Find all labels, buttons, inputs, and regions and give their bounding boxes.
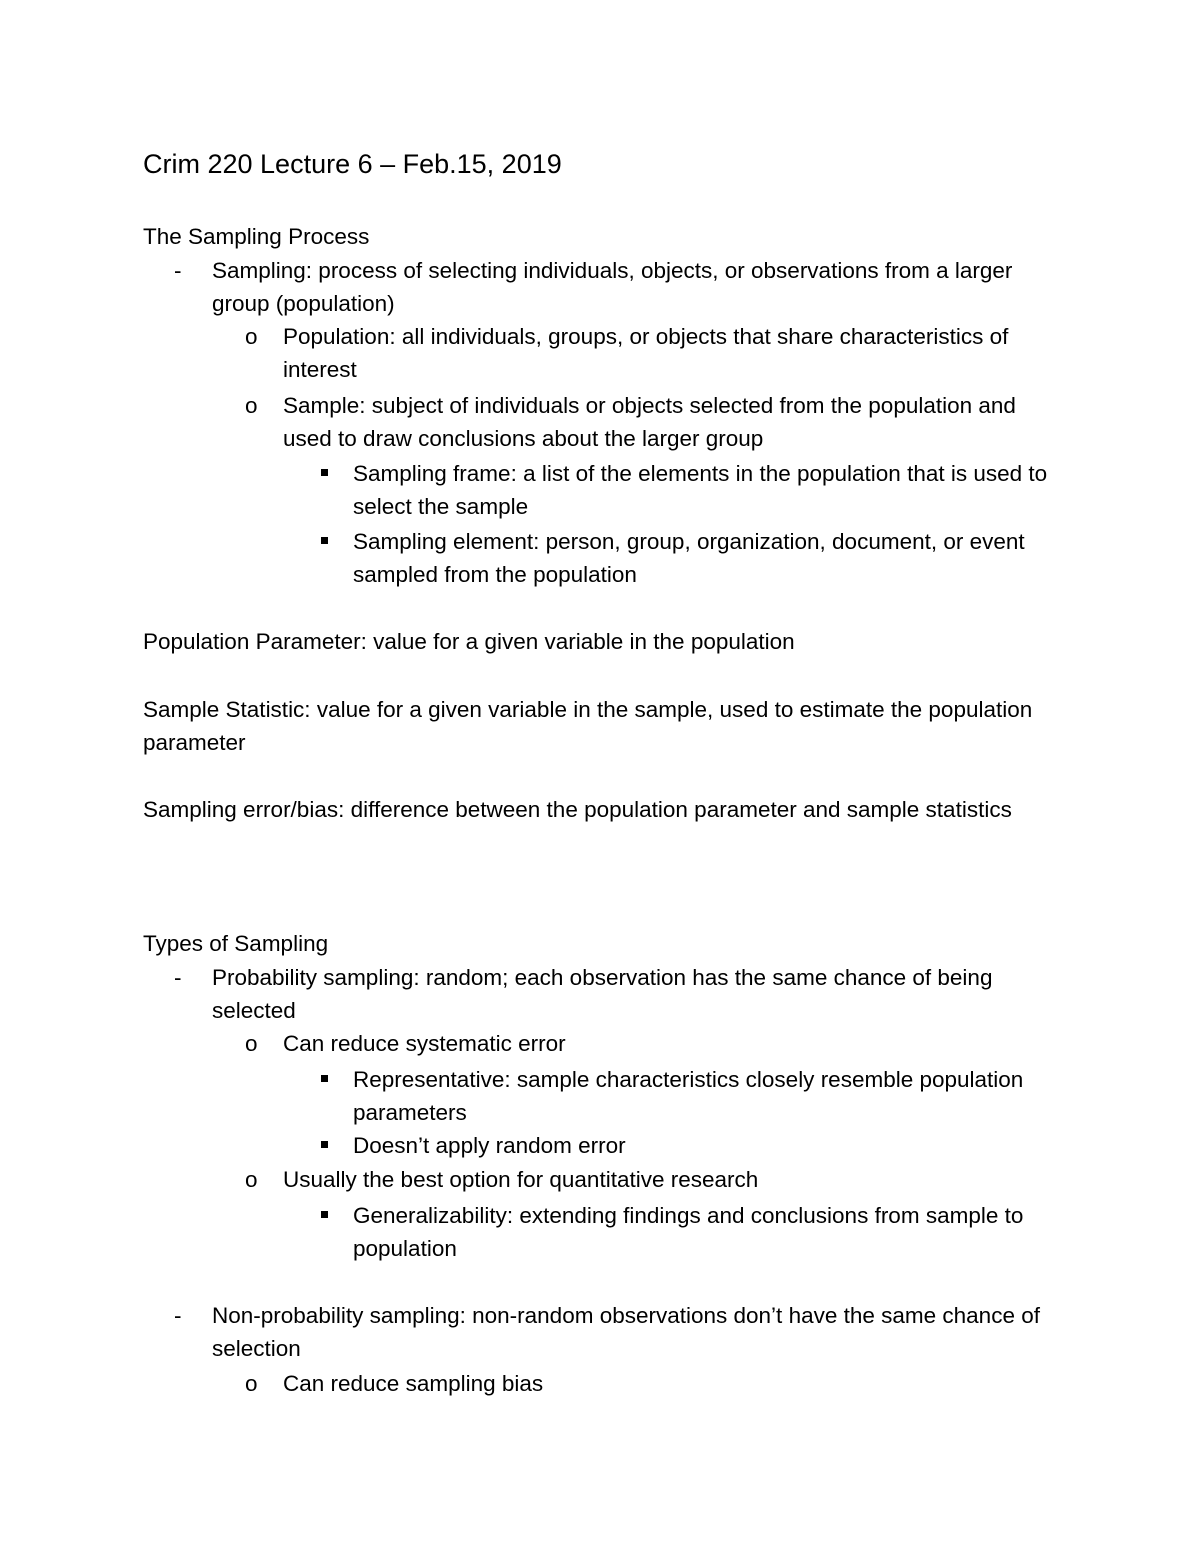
section-heading-sampling-process: The Sampling Process [143, 224, 370, 249]
definition-population-parameter: Population Parameter: value for a given variable in the population [143, 629, 795, 654]
list-item-sample: Sample: subject of individuals or objects selected from the population and used to draw conclusions about the larger group [283, 393, 1016, 451]
dash-bullet: - [174, 965, 182, 990]
section-heading-types-of-sampling: Types of Sampling [143, 931, 329, 956]
definition-sample-statistic: Sample Statistic: value for a given variable in the sample, used to estimate the population parameter [143, 697, 1033, 755]
list-item-sampling-element: Sampling element: person, group, organization, document, or event sampled from the population [353, 529, 1025, 587]
list-item-representative: Representative: sample characteristics closely resemble population parameters [353, 1067, 1024, 1125]
square-bullet-icon [321, 1141, 328, 1148]
definition-sampling-error: Sampling error/bias: difference between the population parameter and sample statistics [143, 797, 1012, 822]
list-item-population: Population: all individuals, groups, or objects that share characteristics of interest [283, 324, 1009, 382]
list-item-sampling: Sampling: process of selecting individuals, objects, or observations from a larger group (population) [212, 258, 1013, 316]
dash-bullet: - [174, 258, 182, 283]
circle-bullet: o [245, 324, 258, 349]
circle-bullet: o [245, 1167, 258, 1192]
list-item-quantitative-research: Usually the best option for quantitative research [283, 1167, 759, 1192]
list-item-generalizability: Generalizability: extending findings and conclusions from sample to population [353, 1203, 1024, 1261]
list-item-probability-sampling: Probability sampling: random; each observation has the same chance of being selected [212, 965, 993, 1023]
square-bullet-icon [321, 537, 328, 544]
list-item-reduce-systematic-error: Can reduce systematic error [283, 1031, 566, 1056]
circle-bullet: o [245, 1371, 258, 1396]
document-title: Crim 220 Lecture 6 – Feb.15, 2019 [143, 149, 562, 179]
square-bullet-icon [321, 1211, 328, 1218]
list-item-non-probability-sampling: Non-probability sampling: non-random observations don’t have the same chance of selection [212, 1303, 1040, 1361]
list-item-reduce-sampling-bias: Can reduce sampling bias [283, 1371, 544, 1396]
circle-bullet: o [245, 393, 258, 418]
square-bullet-icon [321, 469, 328, 476]
list-item-sampling-frame: Sampling frame: a list of the elements in the population that is used to select the sample [353, 461, 1048, 519]
list-item-random-error: Doesn’t apply random error [353, 1133, 626, 1158]
square-bullet-icon [321, 1075, 328, 1082]
dash-bullet: - [174, 1303, 182, 1328]
circle-bullet: o [245, 1031, 258, 1056]
